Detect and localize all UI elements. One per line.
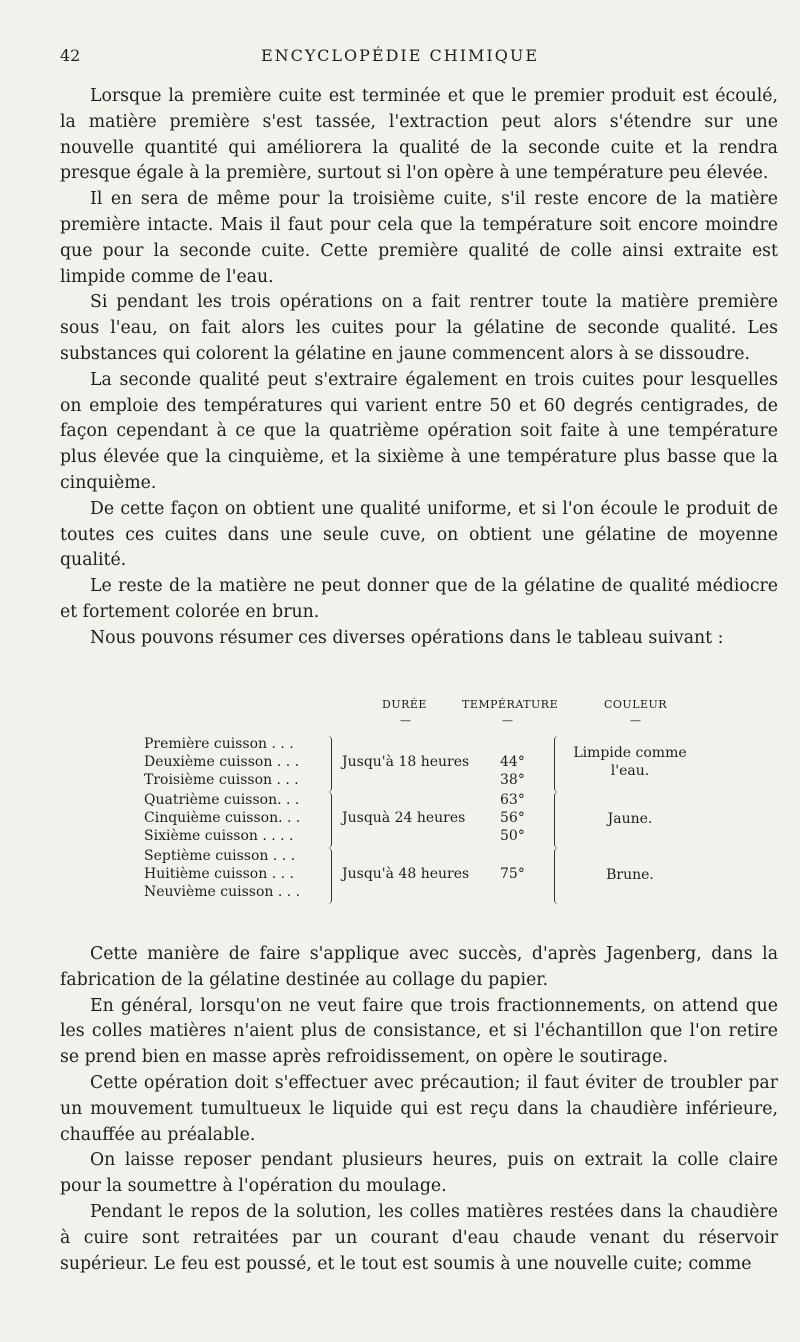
row-label: Cinquième cuisson. . . [144,810,301,826]
column-header-temperature: TEMPÉRATURE [462,698,559,711]
paragraph: Nous pouvons résumer ces diverses opérations dans le tableau suivant : [90,627,724,648]
paragraph: Cette opération doit s'effectuer avec précaution; il faut éviter de troubler par un mouvement tumultueux le liquide qui est reçu dans la chaudière inférieure, chauffée au préalable. [60,1072,778,1145]
paragraph: Lorsque la première cuite est terminée et que le premier produit est écoulé, la matière première s'est tassée, l'extraction peut alors s'étendre sur une nouvelle quantité qui améliorera la qualité de la seconde cuite et la rendra presque égale à la première, surtout si l'on opère à une température peu élevée. [60,86,778,184]
row-label: Neuvième cuisson . . . [144,884,301,900]
temperature-value: 75° [500,866,525,882]
row-label: Sixième cuisson . . . . [144,828,294,844]
paragraph: La seconde qualité peut s'extraire également en trois cuites pour lesquelles on emploie des températures qui varient entre 50 et 60 degrés centigrades, de façon cependant à ce que la quatrième opération soit faite à une température plus élevée que la cinquième, et la sixième à une température plus basse que la cinquième. [60,369,778,493]
column-header-couleur: COULEUR [604,698,668,711]
row-label: Septième cuisson . . . [144,848,296,864]
brace [324,848,332,904]
temperature-value: 56° [500,810,525,826]
paragraph: Pendant le repos de la solution, les colles matières restées dans la chaudière à cuire sont retraitées par un courant d'eau chaude venant du réservoir supérieur. Le feu est poussé, et le tout est soumis à une nouvelle cuite; comme [60,1201,778,1274]
row-label: Troisième cuisson . . . [144,772,299,788]
brace [554,736,562,792]
temperature-value: 63° [500,792,525,808]
row-label: Première cuisson . . . [144,736,294,752]
duree-value: Jusquà 24 heures [342,810,466,826]
page-header [0,46,800,70]
temperature-value: 38° [500,772,525,788]
temperature-value: 44° [500,754,525,770]
brace [554,848,562,904]
paragraph: On laisse reposer pendant plusieurs heures, puis on extrait la colle claire pour la soumettre à l'opération du moulage. [60,1150,778,1197]
column-dash: — [630,714,641,727]
duree-value: Jusqu'à 18 heures [342,754,470,770]
couleur-value: Brune. [606,867,654,883]
body-text-top [60,84,778,652]
column-header-duree: DURÉE [382,698,427,711]
duree-value: Jusqu'à 48 heures [342,866,470,882]
row-label: Quatrième cuisson. . . [144,792,300,808]
couleur-line: Limpide comme [573,745,687,761]
brace [324,736,332,792]
temperature-value: 50° [500,828,525,844]
paragraph: En général, lorsqu'on ne veut faire que trois fractionnements, on attend que les colles matières n'aient plus de consistance, et si l'échantillon que l'on retire se prend bien en masse après refroidissement, on opère le soutirage. [60,995,778,1068]
body-text-bottom [60,942,778,1277]
paragraph: Le reste de la matière ne peut donner que de la gélatine de qualité médiocre et fortement colorée en brun. [60,576,778,622]
row-label: Deuxième cuisson . . . [144,754,300,770]
column-dash: — [502,714,513,727]
paragraph: Si pendant les trois opérations on a fait rentrer toute la matière première sous l'eau, on fait alors les cuites pour la gélatine de seconde qualité. Les substances qui colorent la gélatine en jaune commencent alors à se dissoudre. [60,292,778,364]
page-number: 42 [60,46,81,65]
couleur-value: Jaune. [607,811,653,827]
running-title: ENCYCLOPÉDIE CHIMIQUE [260,46,540,65]
paragraph: Il en sera de même pour la troisième cuite, s'il reste encore de la matière première intacte. Mais il faut pour cela que la température soit encore moindre que pour la seconde cuite. Cette première qualité de colle ainsi extraite est limpide comme de l'eau. [60,189,778,287]
paragraph: De cette façon on obtient une qualité uniforme, et si l'on écoule le produit de toutes ces cuites dans une seule cuve, on obtient une gélatine de moyenne qualité. [60,498,778,571]
row-label: Huitième cuisson . . . [144,866,294,882]
column-dash: — [400,714,411,727]
paragraph: Cette manière de faire s'applique avec succès, d'après Jagenberg, dans la fabrication de la gélatine destinée au collage du papier. [60,944,778,990]
couleur-value [566,744,694,780]
couleur-line: l'eau. [610,763,650,779]
cooking-table [60,698,778,908]
brace [324,792,332,848]
brace [554,792,562,848]
